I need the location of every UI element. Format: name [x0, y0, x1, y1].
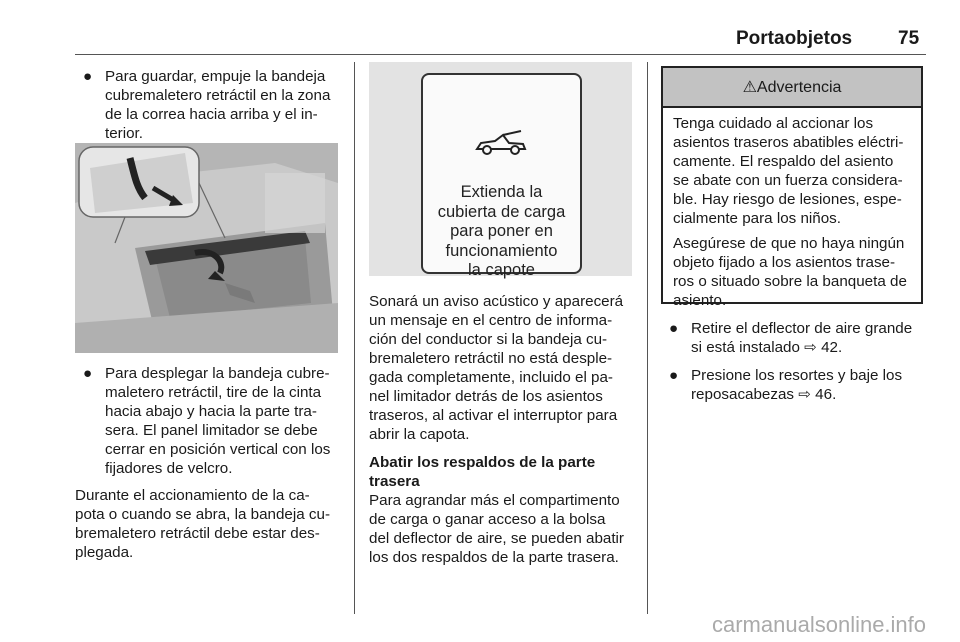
- text-line: Extienda la: [460, 183, 543, 201]
- text-line: ción del conductor si la bandeja cu-: [369, 331, 608, 348]
- text-line: de carga o ganar acceso a la bolsa: [369, 511, 606, 528]
- list-item: [75, 67, 345, 143]
- text-line: fijadores de velcro.: [105, 460, 233, 477]
- text-line: de la correa hacia arriba y el in-: [105, 106, 318, 123]
- warning-header: [663, 68, 921, 108]
- text-line: Para desplegar la bandeja cubre-: [105, 365, 330, 382]
- warning-paragraph: [673, 114, 911, 228]
- watermark-text: carmanualsonline.info: [712, 612, 927, 637]
- bullet-text: [691, 366, 931, 404]
- text-line: Retire el deflector de aire grande: [691, 320, 913, 337]
- trunk-illustration-svg: [75, 143, 338, 353]
- text-line: plegada.: [75, 544, 134, 561]
- display-panel: [421, 73, 582, 279]
- text-line: reposacabezas ⇨ 46.: [691, 386, 837, 403]
- text-line: si está instalado ⇨ 42.: [691, 339, 843, 356]
- text-line: bremaletero retráctil no está desple-: [369, 350, 613, 367]
- display-message-text: [423, 183, 580, 281]
- text-line: un mensaje en el centro de informa-: [369, 312, 613, 329]
- column-2: [369, 292, 641, 567]
- text-line: Abatir los respaldos de la parte: [369, 454, 596, 471]
- paragraph: [75, 486, 345, 562]
- text-line: terior.: [105, 125, 143, 142]
- convertible-car-icon: [473, 129, 529, 159]
- warning-body: [663, 108, 921, 310]
- column-divider-2: [647, 62, 648, 614]
- list-item: [661, 366, 931, 404]
- text-line: asiento.: [673, 292, 727, 309]
- bullet-text: [105, 364, 345, 478]
- text-line: cialmente para los niños.: [673, 210, 841, 227]
- text-line: hacia abajo y hacia la parte tra-: [105, 403, 317, 420]
- text-line: Para guardar, empuje la bandeja: [105, 68, 326, 85]
- paragraph: [369, 292, 641, 444]
- text-line: sera. El panel limitador se debe: [105, 422, 318, 439]
- column-1: [75, 67, 345, 143]
- text-line: la capote: [468, 261, 535, 279]
- list-item: [75, 364, 345, 478]
- text-line: ble. Hay riesgo de lesiones, espe-: [673, 191, 902, 208]
- text-line: bremaletero retráctil debe estar des-: [75, 525, 320, 542]
- text-line: Asegúrese de que no haya ningún: [673, 235, 905, 252]
- text-line: Sonará un aviso acústico y aparecerá: [369, 293, 624, 310]
- text-line: del deflector de aire, se pueden abatir: [369, 530, 624, 547]
- column-divider-1: [354, 62, 355, 614]
- text-line: Tenga cuidado al accionar los: [673, 115, 874, 132]
- paragraph: [369, 491, 641, 567]
- text-line: Presione los resortes y baje los: [691, 367, 903, 384]
- text-line: gada completamente, incluido el pa-: [369, 369, 613, 386]
- text-line: pota o cuando se abra, la bandeja cu-: [75, 506, 330, 523]
- text-line: cubierta de carga: [437, 202, 566, 221]
- page-title: Portaobjetos: [736, 28, 853, 49]
- bullet-text: [691, 319, 931, 357]
- text-line: cerrar en posición vertical con los: [105, 441, 331, 458]
- display-message-illustration: [369, 62, 632, 279]
- text-line: los dos respaldos de la parte trasera.: [369, 549, 619, 566]
- page-number: 75: [898, 28, 920, 49]
- text-line: ros o situado sobre la banqueta de: [673, 273, 907, 290]
- text-line: Durante el accionamiento de la ca-: [75, 487, 310, 504]
- text-line: asientos traseros abatibles eléctri-: [673, 134, 904, 151]
- warning-icon: ⚠: [742, 79, 757, 96]
- list-item: [661, 319, 931, 357]
- bullet-dot: ●: [83, 68, 93, 85]
- column-1-lower: [75, 364, 345, 562]
- text-line: nel limitador detrás de los asientos: [369, 388, 603, 405]
- bullet-dot: ●: [669, 320, 679, 337]
- text-line: se abate con un fuerza considera-: [673, 172, 903, 189]
- text-line: abrir la capota.: [369, 426, 470, 443]
- text-line: para poner en: [450, 222, 553, 240]
- text-line: objeto fijado a los asientos trase-: [673, 254, 896, 271]
- text-line: trasera: [369, 473, 420, 490]
- warning-paragraph: [673, 234, 911, 310]
- text-line: funcionamiento: [445, 241, 558, 260]
- bullet-text: [105, 67, 345, 143]
- text-line: Para agrandar más el compartimento: [369, 492, 620, 509]
- warning-box: [661, 66, 923, 309]
- bullet-dot: ●: [669, 367, 679, 384]
- section-heading: [369, 453, 641, 491]
- text-line: traseros, al activar el interruptor para: [369, 407, 618, 424]
- header-divider: [75, 54, 926, 55]
- warning-title: Advertencia: [756, 79, 842, 96]
- text-line: camente. El respaldo del asiento: [673, 153, 894, 170]
- text-line: cubremaletero retráctil en la zona: [105, 87, 331, 104]
- trunk-cover-illustration: [75, 143, 338, 353]
- bullet-dot: ●: [83, 365, 93, 382]
- text-line: maletero retráctil, tire de la cinta: [105, 384, 322, 401]
- column-3: [661, 319, 931, 404]
